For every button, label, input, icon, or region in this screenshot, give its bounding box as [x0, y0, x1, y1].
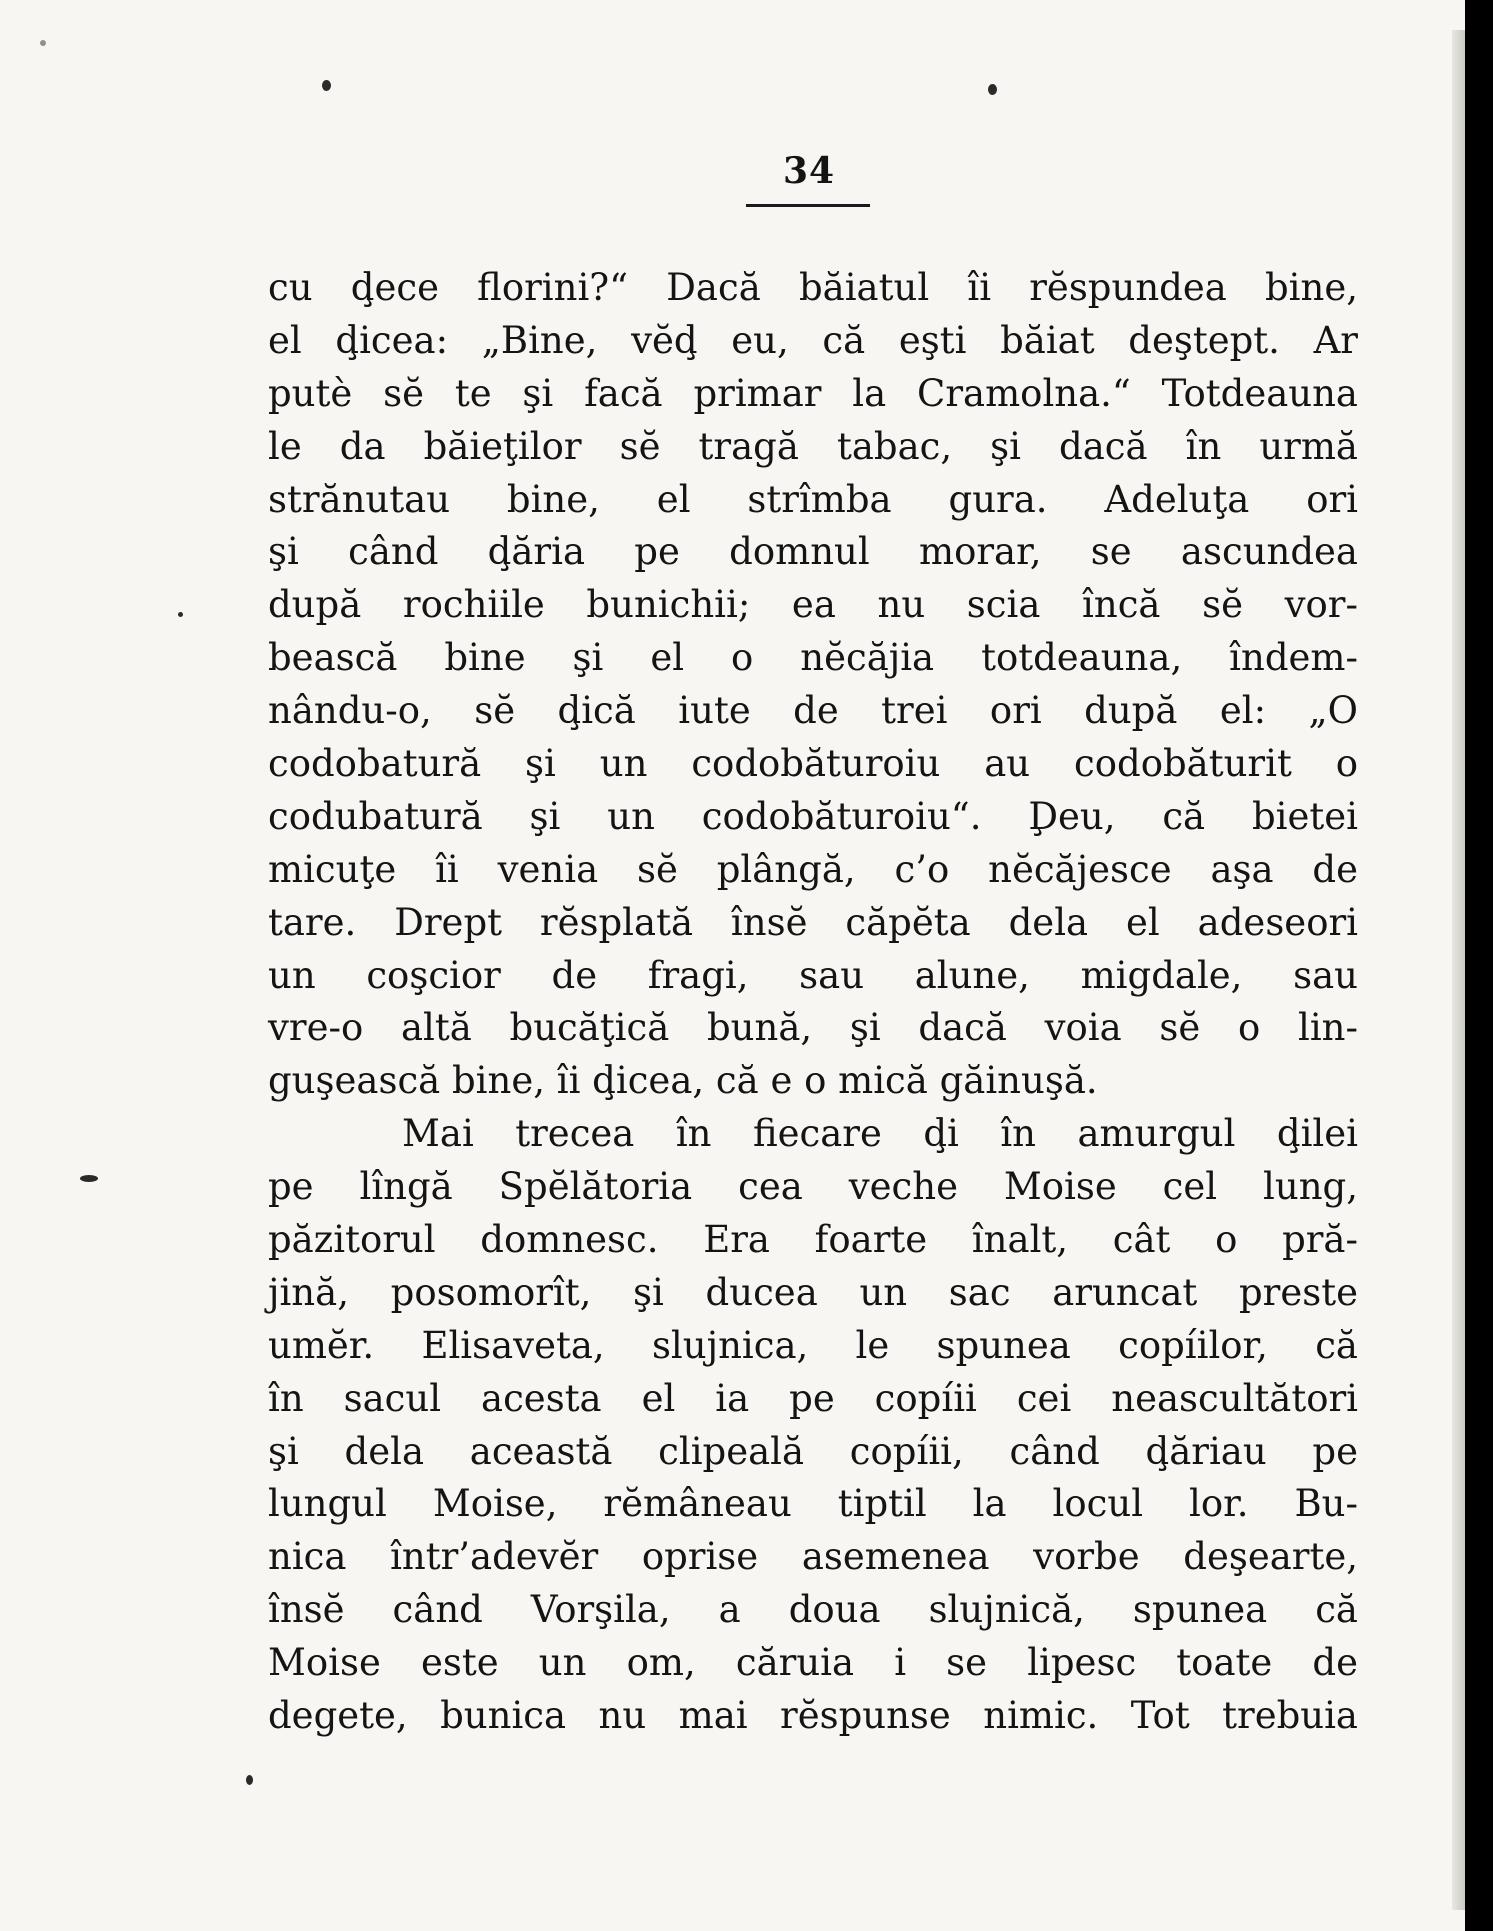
- scan-speck: [246, 1775, 253, 1785]
- text-line: guşească bine, îi ḑicea, că e o mică găinuşă.: [268, 1059, 1098, 1103]
- text-line: umĕr. Elisaveta, slujnica, le spunea copíilor, că: [268, 1323, 1358, 1367]
- text-line: Moise este un om, căruia i se lipesc toate de: [268, 1641, 1358, 1685]
- text-line-paragraph-start: Mai trecea în fiecare ḑi în amurgul ḑilei: [402, 1112, 1358, 1156]
- text-line: le da băieţilor sĕ tragă tabac, şi dacă în urmă: [268, 424, 1358, 468]
- text-line: nându-o, sĕ ḑică iute de trei ori după el: „O: [268, 689, 1358, 733]
- page-number-rule: [746, 204, 870, 207]
- text-line: bească bine şi el o nĕcăjia totdeauna, îndem-: [268, 636, 1358, 680]
- text-line: vre-o altă bucăţică bună, şi dacă voia sĕ o lin-: [268, 1006, 1358, 1050]
- text-line: codobatură şi un codobăturoiu au codobăturit o: [268, 742, 1358, 786]
- text-line: şi când ḑăria pe domnul morar, se ascundea: [268, 530, 1358, 574]
- scan-speck: [988, 84, 997, 95]
- text-line: el ḑicea: „Bine, vĕḑ eu, că eşti băiat deştept. Ar: [268, 318, 1358, 362]
- text-line: nica într’adevĕr oprise asemenea vorbe deşearte,: [268, 1535, 1358, 1579]
- text-line: cu ḑece florini?“ Dacă băiatul îi rĕspundea bine,: [268, 266, 1358, 309]
- body-text: [268, 262, 1358, 1743]
- text-line: în sacul acesta el ia pe copíii cei neascultători: [268, 1376, 1358, 1420]
- text-line: după rochiile bunichii; ea nu scia încă sĕ vor-: [268, 583, 1358, 627]
- text-line: codubatură şi un codobăturoiu“. Ḑeu, că bietei: [268, 794, 1358, 838]
- page-number: 34: [782, 150, 836, 192]
- text-line: păzitorul domnesc. Era foarte înalt, cât o pră-: [268, 1218, 1358, 1262]
- scan-speck: [40, 40, 46, 46]
- text-line: strănutau bine, el strîmba gura. Adeluţa ori: [268, 477, 1358, 521]
- text-line: lungul Moise, rĕmâneau tiptil la locul lor. Bu-: [268, 1482, 1358, 1526]
- text-line: însĕ când Vorşila, a doua slujnică, spunea că: [268, 1588, 1358, 1632]
- text-line: pe lîngă Spĕlătoria cea veche Moise cel lung,: [268, 1165, 1358, 1209]
- text-line: jină, posomorît, şi ducea un sac aruncat preste: [268, 1270, 1358, 1314]
- text-line: tare. Drept rĕsplată însĕ căpĕta dela el adeseori: [268, 900, 1358, 944]
- page-edge-shadow: [1452, 30, 1465, 1910]
- scan-speck: [322, 80, 331, 91]
- scan-speck: [80, 1175, 98, 1182]
- text-line: putè sĕ te şi facă primar la Cramolna.“ Totdeauna: [268, 371, 1358, 415]
- scan-speck: [178, 612, 183, 617]
- text-line: micuţe îi venia sĕ plângă, c’o nĕcăjesce aşa de: [268, 847, 1358, 891]
- text-line: un coşcior de fragi, sau alune, migdale, sau: [268, 953, 1358, 997]
- text-line: şi dela această clipeală copíii, când ḑăriau pe: [268, 1429, 1358, 1473]
- text-line: degete, bunica nu mai rĕspunse nimic. Tot trebuia: [268, 1694, 1358, 1738]
